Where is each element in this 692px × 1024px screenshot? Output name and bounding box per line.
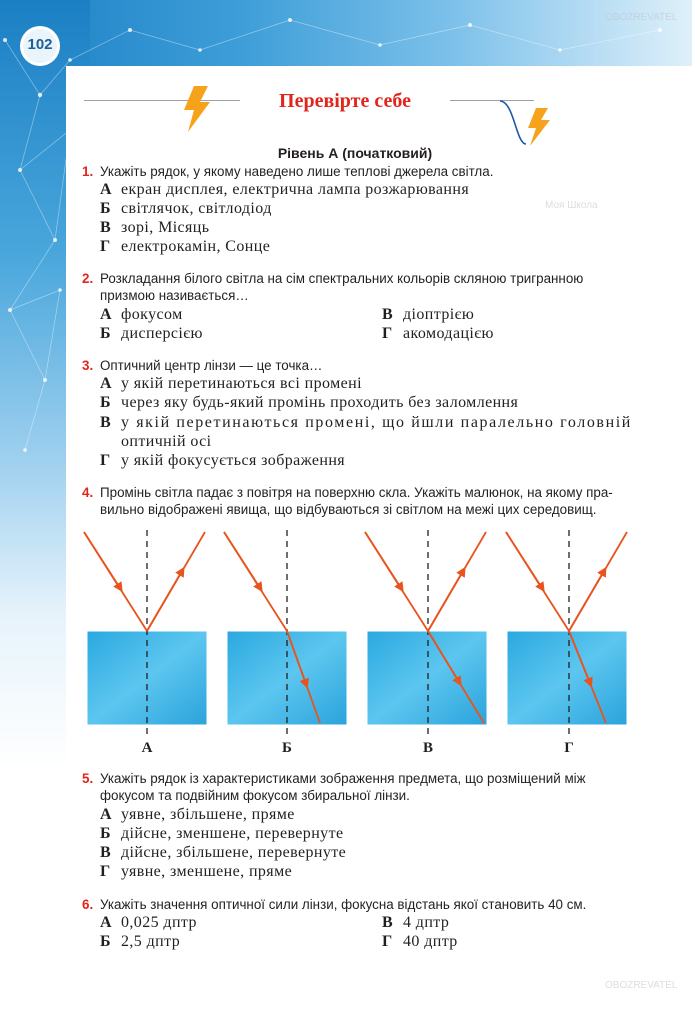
option-letter: А bbox=[100, 375, 112, 392]
question-text-line2: фокусом та подвійним фокусом збиральної лінзи. bbox=[100, 788, 410, 803]
question-text-line1: Промінь світла падає з повітря на поверхню скла. Укажіть малюнок, на якому пра- bbox=[100, 485, 613, 500]
option-text: світлячок, світлодіод bbox=[121, 200, 272, 217]
option-text: 0,025 дптр bbox=[121, 914, 197, 931]
option-6a bbox=[100, 913, 197, 932]
glass-block bbox=[507, 631, 627, 725]
option-1c bbox=[100, 218, 209, 237]
option-text: 4 дптр bbox=[403, 914, 450, 931]
question-number: 1. bbox=[82, 164, 94, 179]
question-number: 2. bbox=[82, 271, 94, 286]
question-5 bbox=[82, 770, 644, 804]
option-letter: Г bbox=[382, 325, 393, 342]
figure-label-c: В bbox=[422, 740, 433, 756]
figure-label-a: А bbox=[141, 740, 153, 756]
watermark: OBOZREVATEL bbox=[605, 12, 678, 23]
option-text: уявне, збільшене, пряме bbox=[121, 806, 295, 823]
figure-d bbox=[506, 530, 627, 735]
question-text-line1: Укажіть рядок із характеристиками зображення предмета, що розміщений між bbox=[100, 771, 586, 786]
option-letter: Б bbox=[100, 825, 111, 842]
level-title: Рівень А (початковий) bbox=[277, 145, 433, 161]
option-text: фокусом bbox=[121, 306, 183, 323]
option-letter: В bbox=[382, 914, 394, 931]
option-5a bbox=[100, 805, 295, 824]
question-number: 3. bbox=[82, 358, 94, 373]
option-text-line2: оптичній осі bbox=[121, 433, 212, 450]
option-text-line1: у якій перетинаються промені, що йшли паралельно головній bbox=[121, 414, 632, 431]
option-text: через яку будь-який промінь проходить без заломлення bbox=[121, 394, 519, 411]
question-number: 5. bbox=[82, 771, 94, 786]
option-2a bbox=[100, 305, 183, 324]
question-text-line2: вильно відображені явища, що відбуваються зі світлом на межі цих середовищ. bbox=[100, 502, 597, 517]
page-number: 102 bbox=[27, 36, 53, 53]
option-text: зорі, Місяць bbox=[121, 219, 210, 236]
option-text: дійсне, зменшене, перевернуте bbox=[121, 825, 344, 842]
option-text: 40 дптр bbox=[403, 933, 458, 950]
figure-a bbox=[84, 530, 207, 735]
figure-b bbox=[224, 530, 347, 735]
question-2 bbox=[82, 270, 644, 304]
question-number: 4. bbox=[82, 485, 94, 500]
option-text: уявне, зменшене, пряме bbox=[121, 863, 293, 880]
option-text: діоптрією bbox=[403, 306, 475, 323]
option-text: екран дисплея, електрична лампа розжарювання bbox=[121, 181, 470, 198]
option-letter: А bbox=[100, 181, 112, 198]
question-text: Укажіть значення оптичної сили лінзи, фокусна відстань якої становить 40 см. bbox=[100, 897, 587, 912]
option-letter: Б bbox=[100, 933, 111, 950]
option-letter: А bbox=[100, 306, 112, 323]
option-5b bbox=[100, 824, 343, 843]
watermark: OBOZREVATEL bbox=[605, 980, 678, 991]
option-text: у якій перетинаються всі промені bbox=[121, 375, 362, 392]
page-number-badge bbox=[14, 24, 66, 68]
question-4 bbox=[82, 484, 644, 518]
question-1 bbox=[82, 163, 644, 180]
option-text: 2,5 дптр bbox=[121, 933, 181, 950]
option-2c bbox=[382, 305, 474, 324]
section-title: Перевірте себе bbox=[240, 90, 450, 113]
option-3b bbox=[100, 393, 518, 412]
lightning-icon bbox=[180, 86, 212, 132]
question-text: Укажіть рядок, у якому наведено лише теплові джерела світла. bbox=[100, 164, 494, 179]
option-letter: А bbox=[100, 806, 112, 823]
option-1d bbox=[100, 237, 270, 256]
option-letter: В bbox=[382, 306, 394, 323]
option-letter: В bbox=[100, 414, 112, 431]
refraction-figures bbox=[72, 520, 632, 760]
question-text-line2: призмою називається… bbox=[100, 288, 249, 303]
question-text-line1: Розкладання білого світла на сім спектральних кольорів скляною тригранною bbox=[100, 271, 584, 286]
option-letter: Г bbox=[100, 863, 111, 880]
figure-c bbox=[365, 530, 487, 735]
lightning-curve-icon bbox=[500, 100, 560, 148]
option-6b bbox=[100, 932, 180, 951]
option-letter: Б bbox=[100, 200, 111, 217]
option-3d bbox=[100, 451, 345, 470]
option-letter: А bbox=[100, 914, 112, 931]
option-text: у якій фокусується зображення bbox=[121, 452, 346, 469]
option-6d bbox=[382, 932, 458, 951]
option-letter: Б bbox=[100, 394, 111, 411]
option-2d bbox=[382, 324, 494, 343]
option-letter: Г bbox=[100, 238, 111, 255]
option-3a bbox=[100, 374, 362, 393]
question-3 bbox=[82, 357, 644, 374]
option-letter: Г bbox=[100, 452, 111, 469]
option-5c bbox=[100, 843, 346, 862]
figure-label-b: Б bbox=[282, 740, 292, 756]
option-letter: В bbox=[100, 844, 112, 861]
option-6c bbox=[382, 913, 449, 932]
figure-label-d: Г bbox=[564, 740, 574, 756]
option-2b bbox=[100, 324, 203, 343]
question-number: 6. bbox=[82, 897, 94, 912]
option-letter: В bbox=[100, 219, 112, 236]
option-text: електрокамін, Сонце bbox=[121, 238, 271, 255]
option-5d bbox=[100, 862, 292, 881]
option-1b bbox=[100, 199, 272, 218]
question-6 bbox=[82, 896, 644, 913]
glass-block bbox=[367, 631, 487, 725]
option-letter: Г bbox=[382, 933, 393, 950]
option-text: дійсне, збільшене, перевернуте bbox=[121, 844, 347, 861]
option-text: дисперсією bbox=[121, 325, 203, 342]
question-text: Оптичний центр лінзи — це точка… bbox=[100, 358, 323, 373]
option-letter: Б bbox=[100, 325, 111, 342]
option-text: акомодацією bbox=[403, 325, 494, 342]
option-3c bbox=[100, 413, 640, 451]
watermark-site: Моя Школа bbox=[545, 200, 598, 211]
option-1a bbox=[100, 180, 469, 199]
